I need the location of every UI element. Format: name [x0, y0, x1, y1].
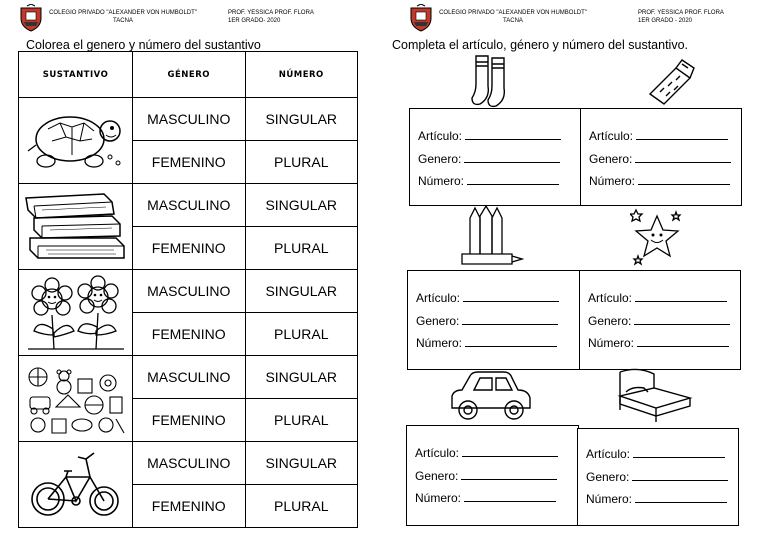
books-icon: [24, 190, 128, 264]
option-masculino[interactable]: MASCULINO: [133, 184, 246, 227]
toys-cell: [19, 356, 133, 442]
option-singular[interactable]: SINGULAR: [245, 442, 358, 485]
option-singular[interactable]: SINGULAR: [245, 270, 358, 313]
teacher-names: PROF. YESSICA PROF. FLORA: [228, 10, 314, 16]
option-plural[interactable]: PLURAL: [245, 485, 358, 528]
books-cell: [19, 184, 133, 270]
table-row: [19, 442, 358, 485]
school-crest-icon: [18, 4, 44, 32]
turtle-cell: [19, 98, 133, 184]
answer-box-cellphone: [580, 108, 742, 206]
numero-field[interactable]: Número:: [589, 174, 730, 188]
genero-field[interactable]: Genero:: [588, 314, 730, 328]
header-genero: GÉNERO: [133, 52, 246, 98]
teacher-names: PROF. YESSICA PROF. FLORA: [638, 10, 724, 16]
genero-field[interactable]: Genero:: [586, 470, 728, 484]
articulo-field[interactable]: Artículo:: [416, 291, 559, 305]
table-row: [19, 356, 358, 399]
option-femenino[interactable]: FEMENINO: [133, 141, 246, 184]
articulo-field[interactable]: Artículo:: [588, 291, 727, 305]
school-city: TACNA: [503, 18, 523, 24]
pencils-icon: [458, 206, 524, 268]
option-masculino[interactable]: MASCULINO: [133, 98, 246, 141]
school-name: COLEGIO PRIVADO "ALEXANDER VON HUMBOLDT": [439, 10, 587, 16]
socks-icon: [470, 54, 510, 108]
option-plural[interactable]: PLURAL: [245, 313, 358, 356]
articulo-field[interactable]: Artículo:: [586, 447, 725, 461]
toys-icon: [24, 363, 128, 435]
school-crest-icon: [408, 4, 434, 32]
numero-field[interactable]: Número:: [588, 336, 729, 350]
cellphone-icon: [646, 58, 696, 106]
bed-icon: [614, 366, 694, 424]
genero-field[interactable]: Genero:: [415, 469, 557, 483]
articulo-field[interactable]: Artículo:: [418, 129, 561, 143]
option-femenino[interactable]: FEMENINO: [133, 227, 246, 270]
genero-field[interactable]: Genero:: [589, 152, 731, 166]
numero-field[interactable]: Número:: [416, 336, 557, 350]
table-header-row: [19, 52, 358, 98]
noun-table: [18, 51, 358, 528]
right-header: [408, 4, 758, 34]
option-singular[interactable]: SINGULAR: [245, 184, 358, 227]
left-instruction: Colorea el genero y número del sustantivo: [26, 38, 261, 52]
option-singular[interactable]: SINGULAR: [245, 356, 358, 399]
flowers-cell: [19, 270, 133, 356]
left-header: [18, 4, 368, 34]
numero-field[interactable]: Número:: [586, 492, 727, 506]
option-femenino[interactable]: FEMENINO: [133, 313, 246, 356]
genero-field[interactable]: Genero:: [416, 314, 558, 328]
answer-box-star: [579, 270, 741, 370]
option-femenino[interactable]: FEMENINO: [133, 485, 246, 528]
turtle-icon: [26, 105, 126, 177]
flowers-icon: [24, 275, 128, 351]
table-row: [19, 270, 358, 313]
articulo-field[interactable]: Artículo:: [415, 446, 558, 460]
table-row: [19, 98, 358, 141]
star-icon: [630, 208, 684, 266]
option-masculino[interactable]: MASCULINO: [133, 356, 246, 399]
answer-box-bed: [577, 428, 739, 526]
header-sustantivo: SUSTANTIVO: [19, 52, 133, 98]
right-instruction: Completa el artículo, género y número del sustantivo.: [392, 38, 688, 52]
genero-field[interactable]: Genero:: [418, 152, 560, 166]
option-plural[interactable]: PLURAL: [245, 399, 358, 442]
car-icon: [448, 368, 534, 422]
option-singular[interactable]: SINGULAR: [245, 98, 358, 141]
numero-field[interactable]: Número:: [415, 491, 556, 505]
option-femenino[interactable]: FEMENINO: [133, 399, 246, 442]
option-masculino[interactable]: MASCULINO: [133, 442, 246, 485]
bicycle-cell: [19, 442, 133, 528]
option-plural[interactable]: PLURAL: [245, 141, 358, 184]
right-worksheet: [384, 0, 768, 544]
answer-box-socks: [409, 108, 582, 206]
numero-field[interactable]: Número:: [418, 174, 559, 188]
school-city: TACNA: [113, 18, 133, 24]
option-plural[interactable]: PLURAL: [245, 227, 358, 270]
articulo-field[interactable]: Artículo:: [589, 129, 728, 143]
option-masculino[interactable]: MASCULINO: [133, 270, 246, 313]
table-row: [19, 184, 358, 227]
bicycle-icon: [24, 447, 128, 523]
answer-box-car: [406, 425, 579, 526]
answer-box-pencils: [407, 270, 581, 370]
grade-label: 1ER GRADO - 2020: [638, 18, 693, 24]
header-numero: NÚMERO: [245, 52, 358, 98]
school-name: COLEGIO PRIVADO "ALEXANDER VON HUMBOLDT": [49, 10, 197, 16]
grade-label: 1ER GRADO- 2020: [228, 18, 281, 24]
